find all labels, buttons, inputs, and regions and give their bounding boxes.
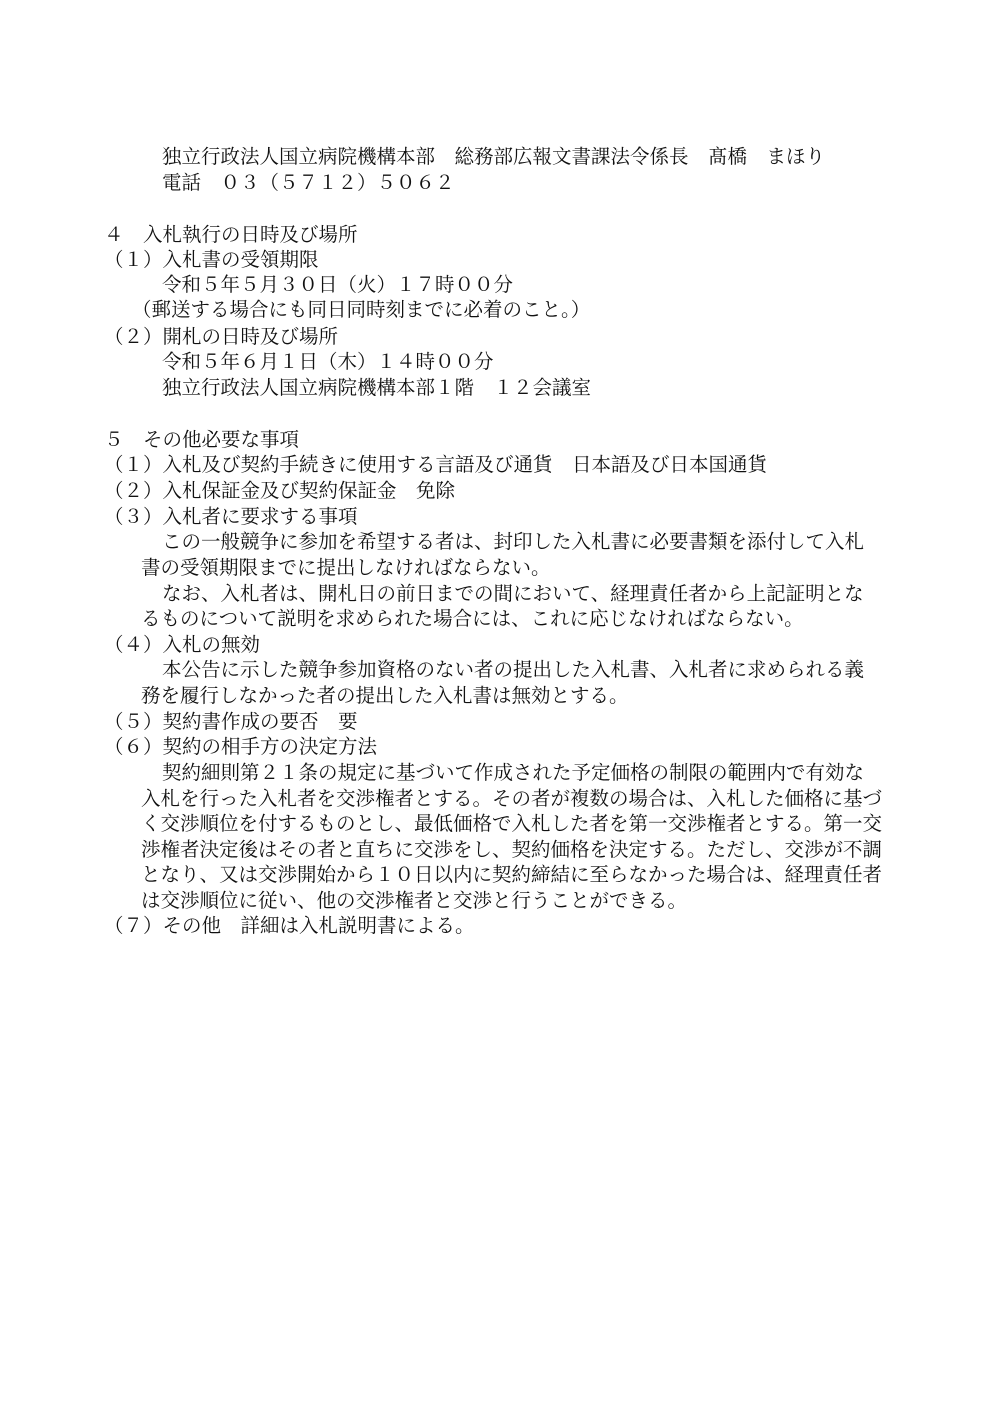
section-5-heading: ５ その他必要な事項: [104, 428, 300, 451]
paragraph-line: 渉権者決定後はその者と直ちに交渉をし、契約価格を決定する。ただし、交渉が不調: [141, 838, 883, 861]
paragraph-line: 契約細則第２１条の規定に基づいて作成された予定価格の制限の範囲内で有効な: [162, 761, 865, 784]
section-4-item-1-label: （１）入札書の受領期限: [104, 248, 319, 271]
bid-deadline: 令和５年５月３０日（火）１７時００分: [162, 273, 514, 296]
section-5-item-2: （２）入札保証金及び契約保証金 免除: [104, 479, 456, 502]
paragraph-line: 本公告に示した競争参加資格のない者の提出した入札書、入札者に求められる義: [162, 658, 865, 681]
section-5-item-4-label: （４）入札の無効: [104, 633, 261, 656]
paragraph-line: 務を履行しなかった者の提出した入札書は無効とする。: [141, 684, 629, 707]
paragraph-line: は交渉順位に従い、他の交渉権者と交渉と行うことができる。: [141, 889, 688, 912]
section-5-item-1: （１）入札及び契約手続きに使用する言語及び通貨 日本語及び日本国通貨: [104, 453, 768, 476]
paragraph-line: なお、入札者は、開札日の前日までの間において、経理責任者から上記証明とな: [162, 582, 864, 605]
paragraph-line: となり、又は交渉開始から１０日以内に契約締結に至らなかった場合は、経理責任者: [141, 863, 883, 886]
section-4-heading: ４ 入札執行の日時及び場所: [104, 223, 358, 246]
paragraph-line: 書の受領期限までに提出しなければならない。: [141, 556, 551, 579]
section-5-item-7: （７）その他 詳細は入札説明書による。: [104, 914, 475, 937]
contact-person: 独立行政法人国立病院機構本部 総務部広報文書課法令係長 髙橋 まほり: [162, 145, 826, 168]
paragraph-line: く交渉順位を付するものとし、最低価格で入札した者を第一交渉権者とする。第一交: [141, 812, 883, 835]
opening-datetime: 令和５年６月１日（木）１４時００分: [162, 350, 494, 373]
section-4-item-2-label: （２）開札の日時及び場所: [104, 325, 339, 348]
paragraph-line: るものについて説明を求められた場合には、これに応じなければならない。: [141, 607, 804, 630]
section-5-item-5: （５）契約書作成の要否 要: [104, 710, 358, 733]
section-5-item-3-label: （３）入札者に要求する事項: [104, 505, 358, 528]
section-5-item-6-label: （６）契約の相手方の決定方法: [104, 735, 378, 758]
mail-note: （郵送する場合にも同日同時刻までに必着のこと。）: [132, 298, 591, 321]
paragraph-line: この一般競争に参加を希望する者は、封印した入札書に必要書類を添付して入札: [162, 530, 865, 553]
opening-place: 独立行政法人国立病院機構本部１階 １２会議室: [162, 376, 592, 399]
paragraph-line: 入札を行った入札者を交渉権者とする。その者が複数の場合は、入札した価格に基づ: [141, 787, 883, 810]
contact-phone: 電話 ０３（５７１２）５０６２: [162, 171, 455, 194]
